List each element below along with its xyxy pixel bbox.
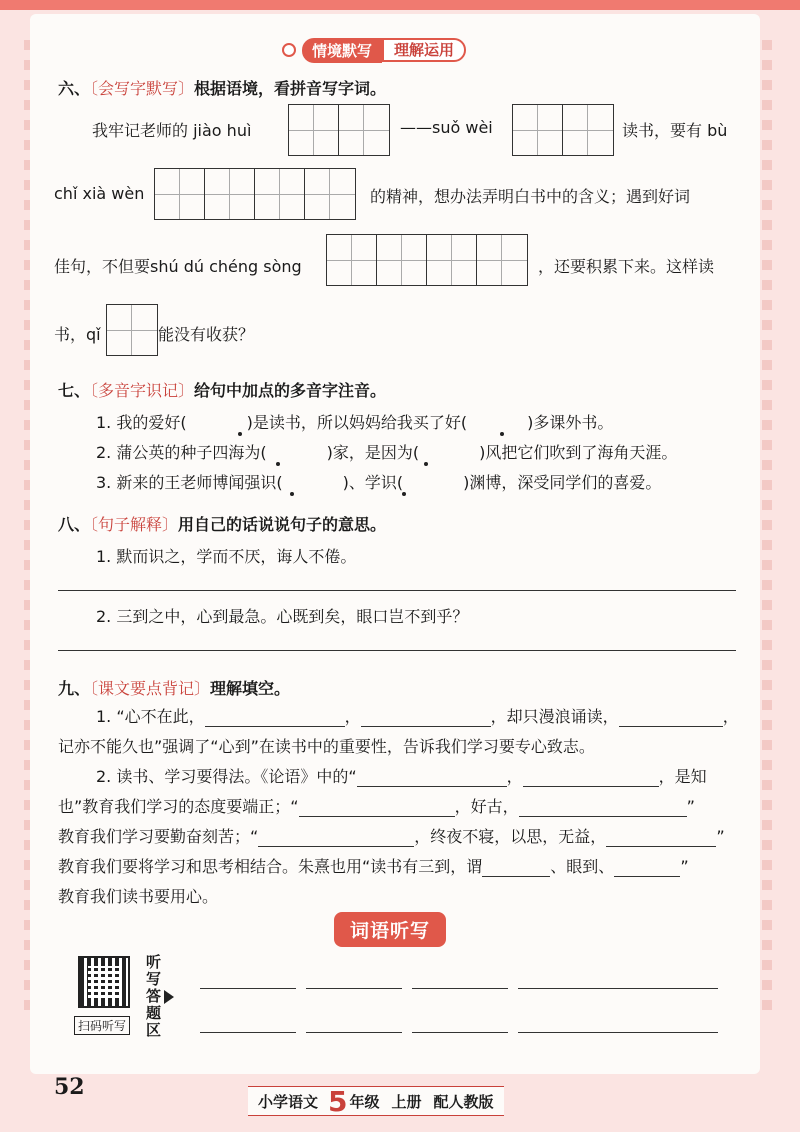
- s7-q3: [96, 470, 661, 493]
- s6-line4: [54, 322, 101, 345]
- s9-q2-line2: [58, 794, 695, 817]
- answer-grid-shuduchengsong[interactable]: [326, 234, 528, 286]
- header-right: 理解运用: [382, 38, 466, 62]
- dictation-line[interactable]: [200, 1032, 296, 1033]
- text: )风把它们吹到了海角天涯。: [479, 443, 678, 462]
- s9-q1-line2: 记亦不能久也”强调了“心到”在读书中的重要性，告诉我们学习要专心致志。: [58, 737, 595, 756]
- text: ，: [344, 707, 361, 726]
- answer-blank[interactable]: [299, 800, 455, 817]
- section-title: 用自己的话说说句子的意思。: [178, 515, 387, 534]
- dash: ——: [400, 118, 432, 137]
- emphasis-dot: [402, 492, 406, 496]
- section-title: 理解填空。: [210, 679, 291, 698]
- section-tag: 〔课文要点背记〕: [90, 679, 211, 698]
- header-left: 情境默写: [302, 38, 382, 63]
- section-7-heading: [58, 378, 386, 401]
- text: )、学识(: [342, 473, 404, 492]
- section-title: 根据语境，看拼音写字词。: [194, 79, 387, 98]
- footer-edition: 配人教版: [433, 1092, 494, 1111]
- pinyin-qi: qǐ: [86, 325, 101, 344]
- text: ，好古，: [454, 797, 519, 816]
- s9-q2-line4: [58, 854, 689, 877]
- listen-header: 词语听写: [334, 912, 446, 947]
- s6-line3: [54, 254, 302, 277]
- bullet-icon: [282, 43, 296, 57]
- book-footer: [248, 1086, 504, 1116]
- pinyin-jiaohui: jiào huì: [193, 121, 252, 140]
- listen-area-label: 听写答题区: [146, 953, 162, 1039]
- answer-blank[interactable]: [205, 710, 345, 727]
- dictation-line[interactable]: [412, 988, 508, 989]
- s6-line1: [92, 118, 251, 141]
- text: ”: [680, 857, 689, 876]
- section-9-heading: [58, 676, 290, 699]
- text: 佳句，不但要: [54, 257, 151, 276]
- footer-subject: 小学语文: [258, 1092, 319, 1111]
- text: 也”教育我们学习的态度要端正；“: [58, 797, 299, 816]
- qr-code-icon[interactable]: [78, 956, 130, 1008]
- text: 2. 读书、学习要得法。《论语》中的“: [96, 767, 357, 786]
- dictation-line[interactable]: [306, 988, 402, 989]
- footer-grade: 年级: [349, 1092, 380, 1111]
- section-number: 八、: [58, 515, 91, 534]
- footer-grade-number: 5: [328, 1084, 348, 1118]
- arrow-right-icon: [164, 990, 174, 1004]
- answer-blank[interactable]: [619, 710, 723, 727]
- text: ”: [686, 797, 695, 816]
- text: 1. 我的爱好(: [96, 413, 187, 432]
- answer-grid-jiaohui[interactable]: [288, 104, 390, 156]
- text: 教育我们要将学习和思考相结合。朱熹也用“读书有三到，谓: [58, 857, 483, 876]
- pinyin-chixiawen: chǐ xià wèn: [54, 184, 145, 203]
- text: )渊博，深受同学们的喜爱。: [463, 473, 662, 492]
- answer-grid-suowei[interactable]: [512, 104, 614, 156]
- text: 读书，要有: [622, 121, 703, 140]
- text: )家，是因为(: [326, 443, 420, 462]
- emphasis-dot: [424, 462, 428, 466]
- text: ，: [506, 767, 523, 786]
- text: ”: [716, 827, 725, 846]
- page-number: 52: [54, 1074, 85, 1100]
- text: ，是知: [658, 767, 707, 786]
- pinyin-bu: bù: [707, 121, 728, 140]
- pinyin-shuduchengsong: shú dú chéng sòng: [150, 257, 302, 276]
- section-6-heading: [58, 76, 386, 99]
- answer-blank[interactable]: [482, 860, 550, 877]
- answer-grid-qi[interactable]: [106, 304, 158, 356]
- s7-q2: [96, 440, 677, 463]
- emphasis-dot: [290, 492, 294, 496]
- s9-q1-line1: [96, 704, 739, 727]
- right-edge-decoration: [762, 40, 772, 1020]
- dictation-line[interactable]: [518, 1032, 718, 1033]
- text: 、眼到、: [550, 857, 615, 876]
- text: 书，: [54, 325, 87, 344]
- answer-blank[interactable]: [523, 770, 659, 787]
- qr-label: 扫码听写: [74, 1016, 130, 1035]
- answer-blank[interactable]: [357, 770, 507, 787]
- s8-q2: 2. 三到之中，心到最急。心既到矣，眼口岂不到乎？: [96, 607, 469, 626]
- dictation-line[interactable]: [200, 988, 296, 989]
- section-tag: 〔句子解释〕: [90, 515, 179, 534]
- text: ，却只漫浪诵读，: [490, 707, 619, 726]
- answer-blank[interactable]: [361, 710, 491, 727]
- dictation-line[interactable]: [412, 1032, 508, 1033]
- section-number: 九、: [58, 679, 91, 698]
- section-title: 给句中加点的多音字注音。: [194, 381, 387, 400]
- s9-q2-line5: 教育我们读书要用心。: [58, 887, 219, 906]
- s6-line3b: ，还要积累下来。这样读: [538, 257, 715, 276]
- answer-blank[interactable]: [606, 830, 716, 847]
- text: ，终夜不寝，以思，无益，: [414, 827, 607, 846]
- answer-line[interactable]: [58, 650, 736, 651]
- pinyin-suowei: suǒ wèi: [432, 118, 493, 137]
- section-header: [282, 38, 466, 62]
- emphasis-dot: [276, 462, 280, 466]
- section-number: 六、: [58, 79, 91, 98]
- text: 2. 蒲公英的种子四海为(: [96, 443, 267, 462]
- s6-line2: 的精神，想办法弄明白书中的含义；遇到好词: [370, 187, 691, 206]
- answer-grid-buchixiawen[interactable]: [154, 168, 356, 220]
- section-tag: 〔多音字识记〕: [90, 381, 195, 400]
- answer-blank[interactable]: [614, 860, 680, 877]
- text: )是读书，所以妈妈给我买了好(: [246, 413, 468, 432]
- answer-line[interactable]: [58, 590, 736, 591]
- footer-term: 上册: [391, 1092, 422, 1111]
- s6-line4b: 能没有收获？: [158, 325, 255, 344]
- dictation-line[interactable]: [518, 988, 718, 989]
- s9-q2-line1: [96, 764, 707, 787]
- answer-blank[interactable]: [519, 800, 687, 817]
- text: 3. 新来的王老师博闻强识(: [96, 473, 283, 492]
- s9-q2-line3: [58, 824, 725, 847]
- section-tag: 〔会写字默写〕: [90, 79, 195, 98]
- emphasis-dot: [500, 432, 504, 436]
- top-decoration: [0, 0, 800, 10]
- answer-blank[interactable]: [258, 830, 414, 847]
- section-8-heading: [58, 512, 386, 535]
- s6-line1b: [400, 118, 493, 137]
- text: 教育我们学习要勤奋刻苦；“: [58, 827, 259, 846]
- text: 1. “心不在此，: [96, 707, 205, 726]
- text: 我牢记老师的: [92, 121, 189, 140]
- text: )多课外书。: [527, 413, 614, 432]
- section-number: 七、: [58, 381, 91, 400]
- dictation-line[interactable]: [306, 1032, 402, 1033]
- s6-line1c: [622, 118, 727, 141]
- emphasis-dot: [238, 432, 242, 436]
- text: ，: [722, 707, 739, 726]
- s8-q1: 1. 默而识之，学而不厌，诲人不倦。: [96, 547, 357, 566]
- s7-q1: [96, 410, 613, 433]
